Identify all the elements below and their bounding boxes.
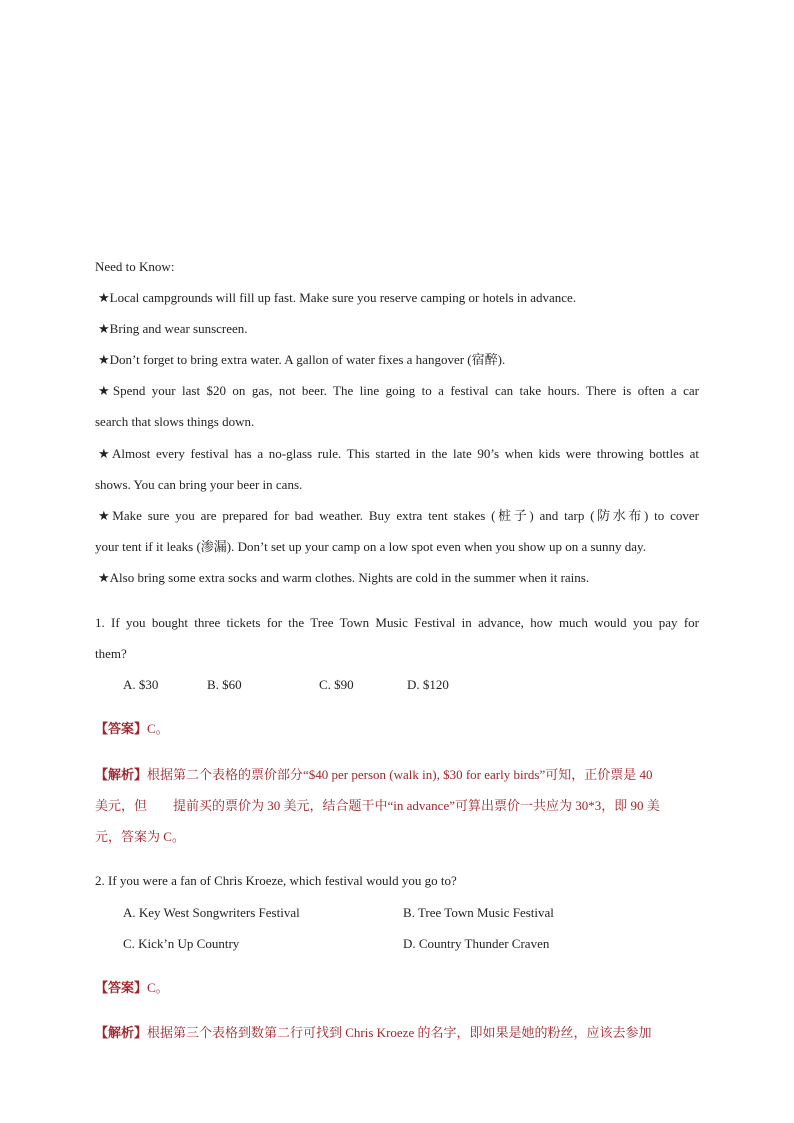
q1-option-d: D. $120 (407, 677, 449, 692)
q2-option-d: D. Country Thunder Craven (403, 936, 550, 951)
q1-stem-line1: 1. If you bought three tickets for the Tree Town Music Festival in advance, how much would you pay for (95, 615, 699, 630)
tip-no-glass-line1: ★Almost every festival has a no-glass rule. This started in the late 90’s when kids were throwing bottles at (98, 446, 699, 461)
q2-analysis-line1 (95, 1024, 651, 1043)
tip-no-glass-line2: shows. You can bring your beer in cans. (95, 477, 303, 492)
q2-answer-value: C。 (147, 980, 169, 995)
q2-analysis-label: 【解析】 (95, 1026, 148, 1041)
tip-gas-line1: ★Spend your last $20 on gas, not beer. The line going to a festival can take hours. There is often a car (98, 383, 699, 398)
tip-campgrounds: ★Local campgrounds will fill up fast. Make sure you reserve camping or hotels in advance. (98, 290, 577, 305)
q2-stem: 2. If you were a fan of Chris Kroeze, which festival would you go to? (95, 873, 457, 888)
tip-sunscreen: ★Bring and wear sunscreen. (98, 321, 248, 336)
q2-answer-label: 【答案】 (95, 981, 148, 996)
q2-option-b: B. Tree Town Music Festival (403, 905, 554, 920)
tip-weather-line2: your tent if it leaks (渗漏). Don’t set up your camp on a low spot even when you show up on a sunny day. (95, 539, 646, 554)
q1-option-a: A. $30 (123, 677, 159, 692)
need-to-know-heading: Need to Know: (95, 259, 175, 274)
q2-answer (95, 979, 169, 998)
q1-analysis-line2: 美元，但 提前买的票价为 30 美元，结合题干中“in advance”可算出票价一共应为 30*3，即 90 美 (95, 798, 660, 813)
q2-option-c: C. Kick’n Up Country (123, 936, 240, 951)
q2-option-a: A. Key West Songwriters Festival (123, 905, 300, 920)
tip-water: ★Don’t forget to bring extra water. A gallon of water fixes a hangover (宿醉). (98, 352, 506, 367)
q1-analysis-line3: 元，答案为 C。 (95, 829, 185, 844)
q1-analysis-text-1: 根据第二个表格的票价部分“$40 per person (walk in), $30 for early birds”可知，正价票是 40 (147, 767, 653, 782)
q1-answer-label: 【答案】 (95, 722, 148, 737)
tip-gas-line2: search that slows things down. (95, 414, 255, 429)
q1-analysis-label: 【解析】 (95, 768, 148, 783)
q1-stem-line2: them? (95, 646, 127, 661)
q1-analysis-line1 (95, 766, 653, 785)
q1-answer-value: C。 (147, 721, 169, 736)
tip-clothes: ★Also bring some extra socks and warm clothes. Nights are cold in the summer when it rains. (98, 570, 590, 585)
q1-option-b: B. $60 (207, 677, 242, 692)
q1-option-c: C. $90 (319, 677, 354, 692)
q1-answer (95, 720, 169, 739)
q2-analysis-text-1: 根据第三个表格到数第二行可找到 Chris Kroeze 的名字，即如果是她的粉丝，应该去参加 (147, 1025, 652, 1040)
tip-weather-line1: ★Make sure you are prepared for bad weather. Buy extra tent stakes (桩子) and tarp (防水布) to cover (98, 508, 699, 523)
